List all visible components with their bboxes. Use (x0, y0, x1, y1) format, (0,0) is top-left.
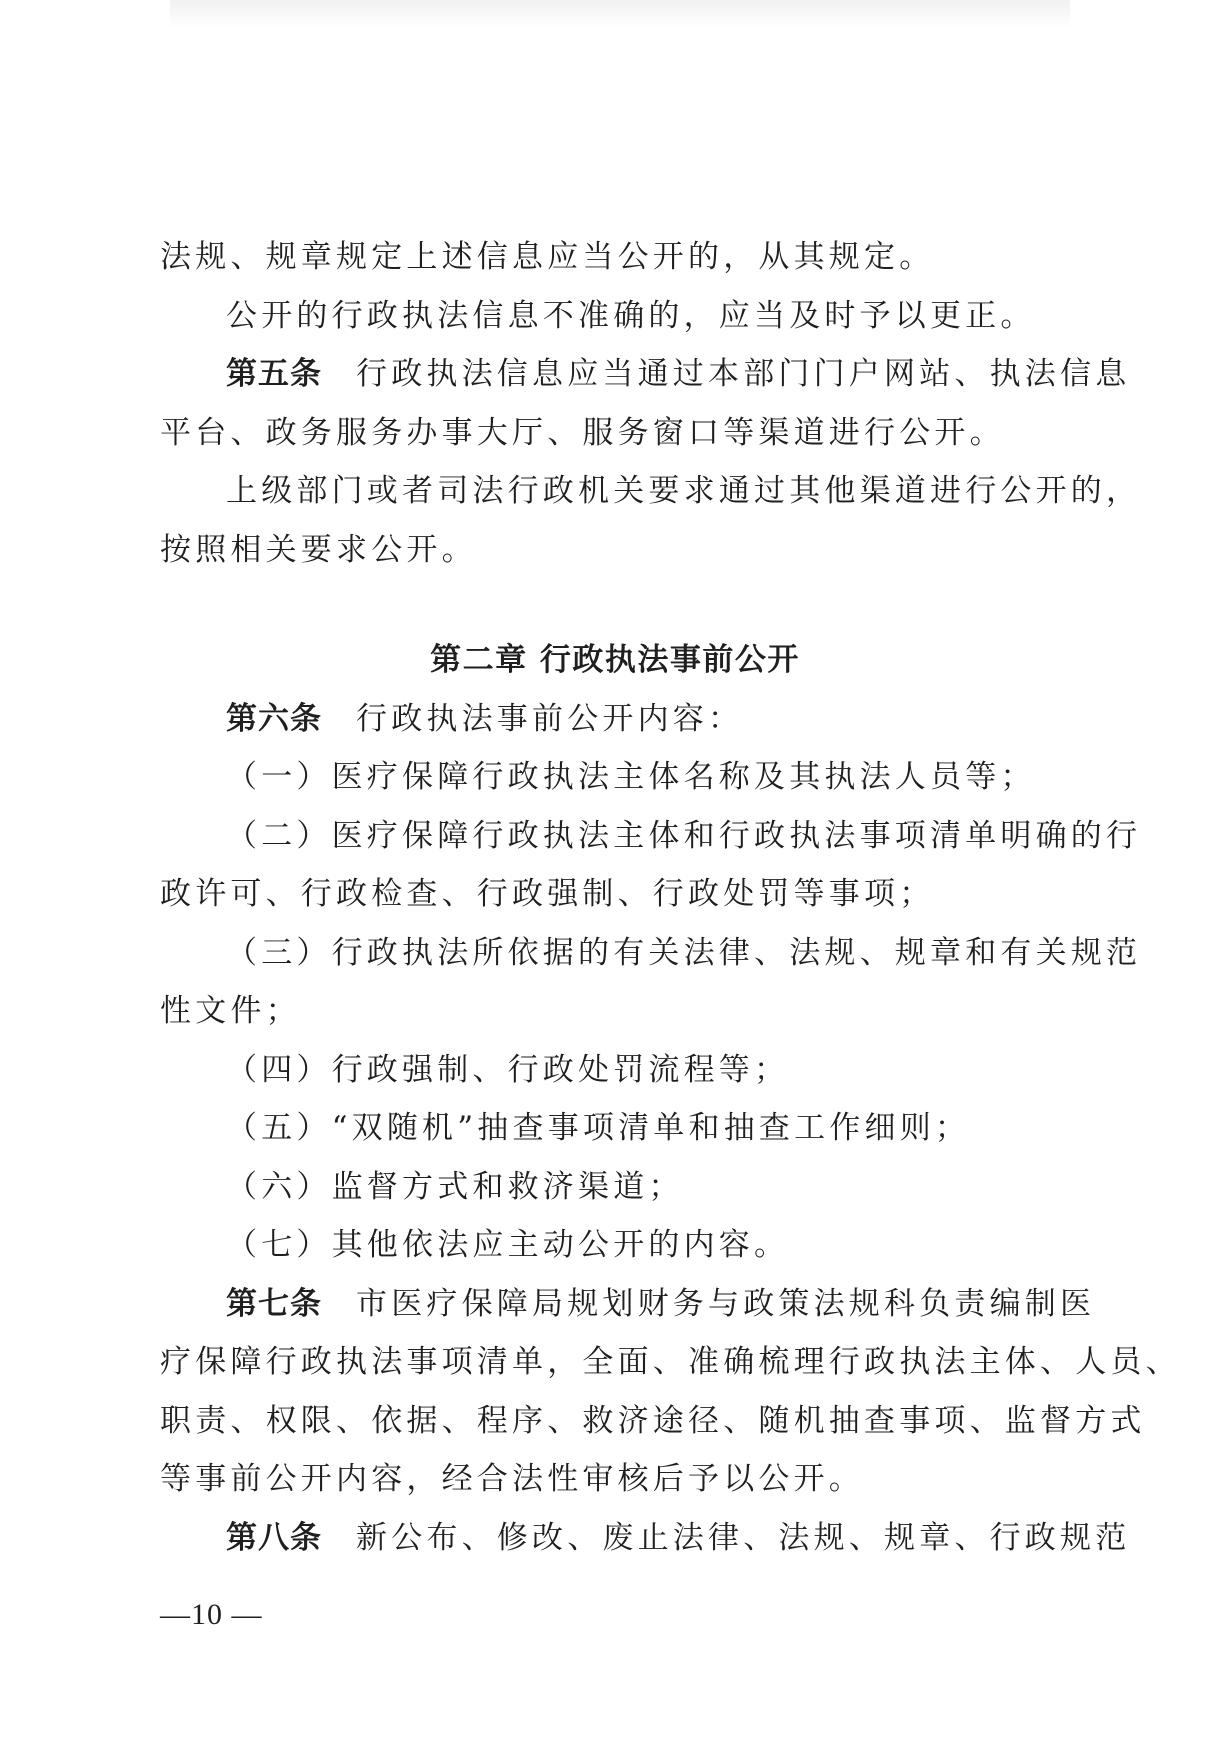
article-number: 第七条 (226, 1285, 322, 1322)
list-item: （四）行政强制、行政处罚流程等； (226, 1051, 790, 1088)
body-line: 职责、权限、依据、程序、救济途径、随机抽查事项、监督方式 (160, 1402, 1146, 1439)
list-item: （七）其他依法应主动公开的内容。 (226, 1227, 790, 1263)
article-7 (160, 1275, 1096, 1334)
scan-artifact (170, 0, 1070, 28)
body-line: 公开的行政执法信息不准确的，应当及时予以更正。 (226, 297, 1036, 334)
article-text: 市医疗保障局规划财务与政策法规科负责编制医 (356, 1285, 1096, 1322)
body-line: 疗保障行政执法事项清单，全面、准确梳理行政执法主体、人员、 (160, 1344, 1181, 1380)
body-line: 政许可、行政检查、行政强制、行政处罚等事项； (160, 876, 935, 912)
document-body (160, 228, 1181, 1567)
article-text: 新公布、修改、废止法律、法规、规章、行政规范 (356, 1519, 1131, 1556)
article-text: 行政执法信息应当通过本部门门户网站、执法信息 (356, 356, 1131, 392)
list-item: （五）“双随机”抽查事项清单和抽查工作细则； (226, 1110, 971, 1146)
article-5 (160, 345, 1131, 404)
list-item: （三）行政执法所依据的有关法律、法规、规章和有关规范 (226, 934, 1142, 971)
article-number: 第六条 (226, 700, 322, 737)
list-item: （一）医疗保障行政执法主体名称及其执法人员等； (226, 759, 1036, 795)
page-number: —10 — (160, 1598, 263, 1631)
article-number: 第五条 (226, 356, 322, 392)
body-line: 法规、规章规定上述信息应当公开的，从其规定。 (160, 239, 935, 275)
chapter-heading: 第二章 行政执法事前公开 (430, 642, 800, 678)
body-line: 上级部门或者司法行政机关要求通过其他渠道进行公开的， (226, 473, 1142, 509)
body-line: 平台、政务服务办事大厅、服务窗口等渠道进行公开。 (160, 414, 1005, 451)
article-6 (160, 690, 1080, 749)
list-item: （六）监督方式和救济渠道； (226, 1168, 684, 1205)
article-number: 第八条 (226, 1519, 322, 1556)
body-line: 按照相关要求公开。 (160, 531, 477, 568)
list-item: （二）医疗保障行政执法主体和行政执法事项清单明确的行 (226, 817, 1142, 854)
article-text: 行政执法事前公开内容： (356, 700, 744, 737)
body-line: 等事前公开内容，经合法性审核后予以公开。 (160, 1461, 864, 1497)
body-line: 性文件； (160, 993, 301, 1029)
article-8 (160, 1509, 1131, 1568)
